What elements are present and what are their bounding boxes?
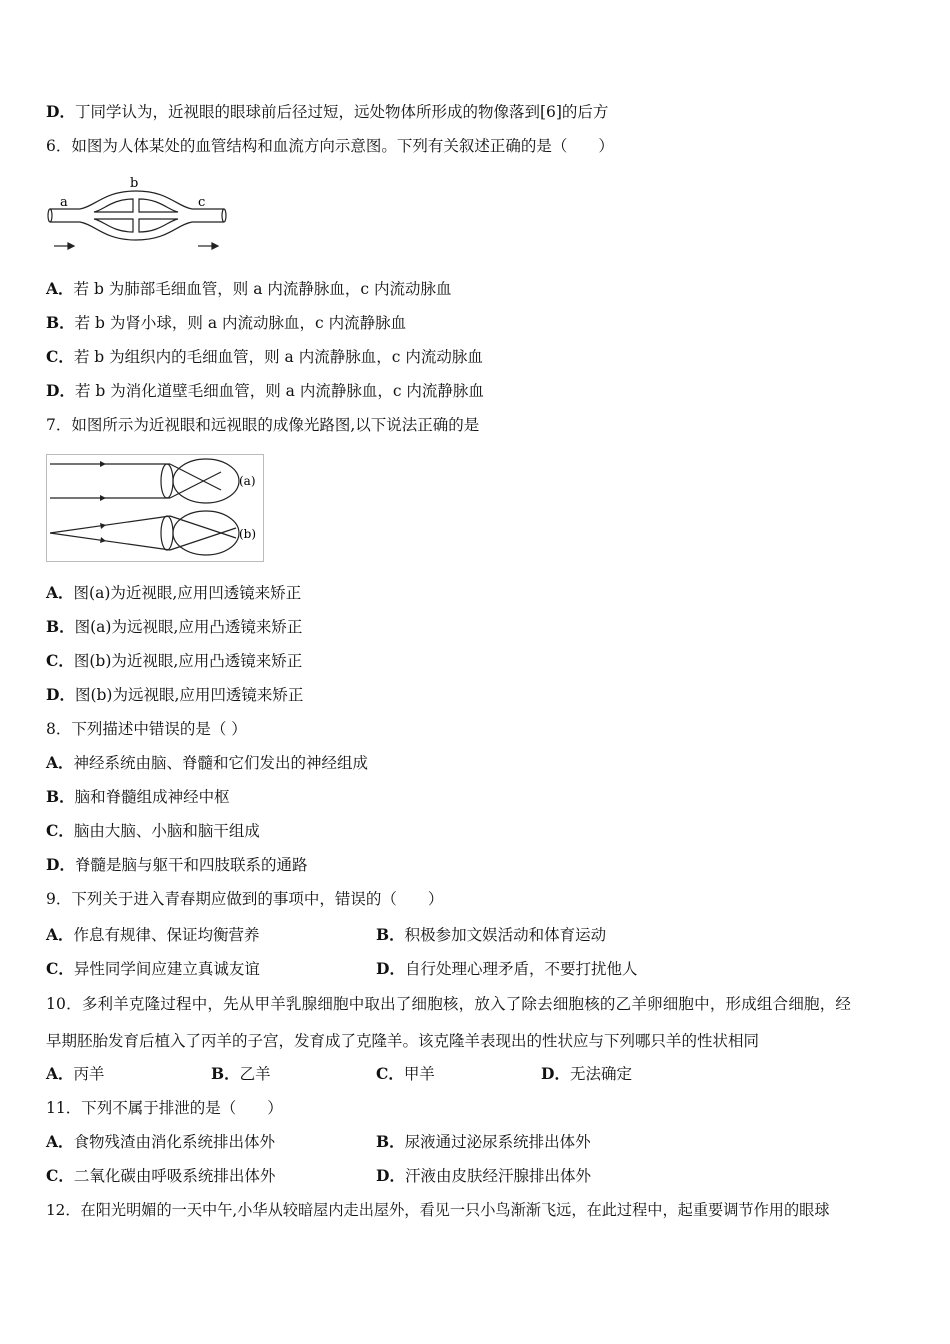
q7-option-b: B．图(a)为远视眼,应用凸透镜来矫正 bbox=[46, 617, 303, 636]
q10-option-d: D．无法确定 bbox=[541, 1064, 632, 1083]
q7-option-a: A．图(a)为近视眼,应用凹透镜来矫正 bbox=[46, 583, 302, 602]
q8-option-d: D．脊髓是脑与躯干和四肢联系的通路 bbox=[46, 855, 308, 874]
q6-option-c: C．若 b 为组织内的毛细血管，则 a 内流静脉血，c 内流动脉血 bbox=[46, 347, 483, 366]
q5-option-d bbox=[46, 102, 608, 122]
q10-stem-line2: 早期胚胎发育后植入了丙羊的子宫，发育成了克隆羊。该克隆羊表现出的性状应与下列哪只羊的性状相同 bbox=[46, 1032, 760, 1050]
q9-option-a: A．作息有规律、保证均衡营养 bbox=[46, 925, 260, 944]
q8-option-b: B．脑和脊髓组成神经中枢 bbox=[46, 787, 230, 806]
label-c: c bbox=[198, 195, 206, 210]
q9-stem: 9．下列关于进入青春期应做到的事项中，错误的（ ） bbox=[46, 890, 444, 908]
eye-optics-diagram bbox=[46, 454, 264, 562]
q7-option-d: D．图(b)为远视眼,应用凹透镜来矫正 bbox=[46, 685, 304, 704]
option-letter: D． bbox=[46, 102, 75, 121]
q10-stem-line1: 10．多利羊克隆过程中，先从甲羊乳腺细胞中取出了细胞核，放入了除去细胞核的乙羊卵细胞中，形成组合细胞，经 bbox=[46, 995, 852, 1013]
q11-option-d: D．汗液由皮肤经汗腺排出体外 bbox=[376, 1166, 591, 1185]
q6-stem: 6．如图为人体某处的血管结构和血流方向示意图。下列有关叙述正确的是（ ） bbox=[46, 137, 614, 155]
q7-stem: 7．如图所示为近视眼和远视眼的成像光路图,以下说法正确的是 bbox=[46, 416, 480, 434]
q8-option-c: C．脑由大脑、小脑和脑干组成 bbox=[46, 821, 260, 840]
q9-option-c: C．异性同学间应建立真诚友谊 bbox=[46, 959, 260, 978]
q9-option-d: D．自行处理心理矛盾，不要打扰他人 bbox=[376, 959, 638, 978]
label-a: a bbox=[60, 195, 68, 210]
q11-option-b: B．尿液通过泌尿系统排出体外 bbox=[376, 1132, 591, 1151]
q8-stem: 8．下列描述中错误的是（ ） bbox=[46, 720, 247, 738]
q10-option-b: B．乙羊 bbox=[211, 1064, 271, 1083]
q6-option-d: D．若 b 为消化道壁毛细血管，则 a 内流静脉血，c 内流静脉血 bbox=[46, 381, 484, 400]
q9-option-b: B．积极参加文娱活动和体育运动 bbox=[376, 925, 607, 944]
label-b: (b) bbox=[239, 527, 257, 541]
q10-option-a: A．丙羊 bbox=[46, 1064, 105, 1083]
blood-vessel-diagram bbox=[46, 176, 231, 256]
option-text: 丁同学认为，近视眼的眼球前后径过短，远处物体所形成的物像落到[6]的后方 bbox=[74, 103, 609, 121]
q11-option-a: A．食物残渣由消化系统排出体外 bbox=[46, 1132, 276, 1151]
q12-stem: 12．在阳光明媚的一天中午,小华从较暗屋内走出屋外，看见一只小鸟渐渐飞远，在此过程中，起重要调节作用的眼球 bbox=[46, 1201, 830, 1219]
q10-option-c: C．甲羊 bbox=[376, 1064, 435, 1083]
q8-option-a: A．神经系统由脑、脊髓和它们发出的神经组成 bbox=[46, 753, 369, 772]
label-b: b bbox=[130, 176, 139, 191]
q7-option-c: C．图(b)为近视眼,应用凸透镜来矫正 bbox=[46, 651, 303, 670]
q6-option-b: B．若 b 为肾小球，则 a 内流动脉血，c 内流静脉血 bbox=[46, 313, 407, 332]
q11-option-c: C．二氧化碳由呼吸系统排出体外 bbox=[46, 1166, 276, 1185]
label-a: (a) bbox=[239, 474, 256, 488]
q6-option-a: A．若 b 为肺部毛细血管，则 a 内流静脉血，c 内流动脉血 bbox=[46, 279, 452, 298]
q11-stem: 11．下列不属于排泄的是（ ） bbox=[46, 1099, 283, 1117]
